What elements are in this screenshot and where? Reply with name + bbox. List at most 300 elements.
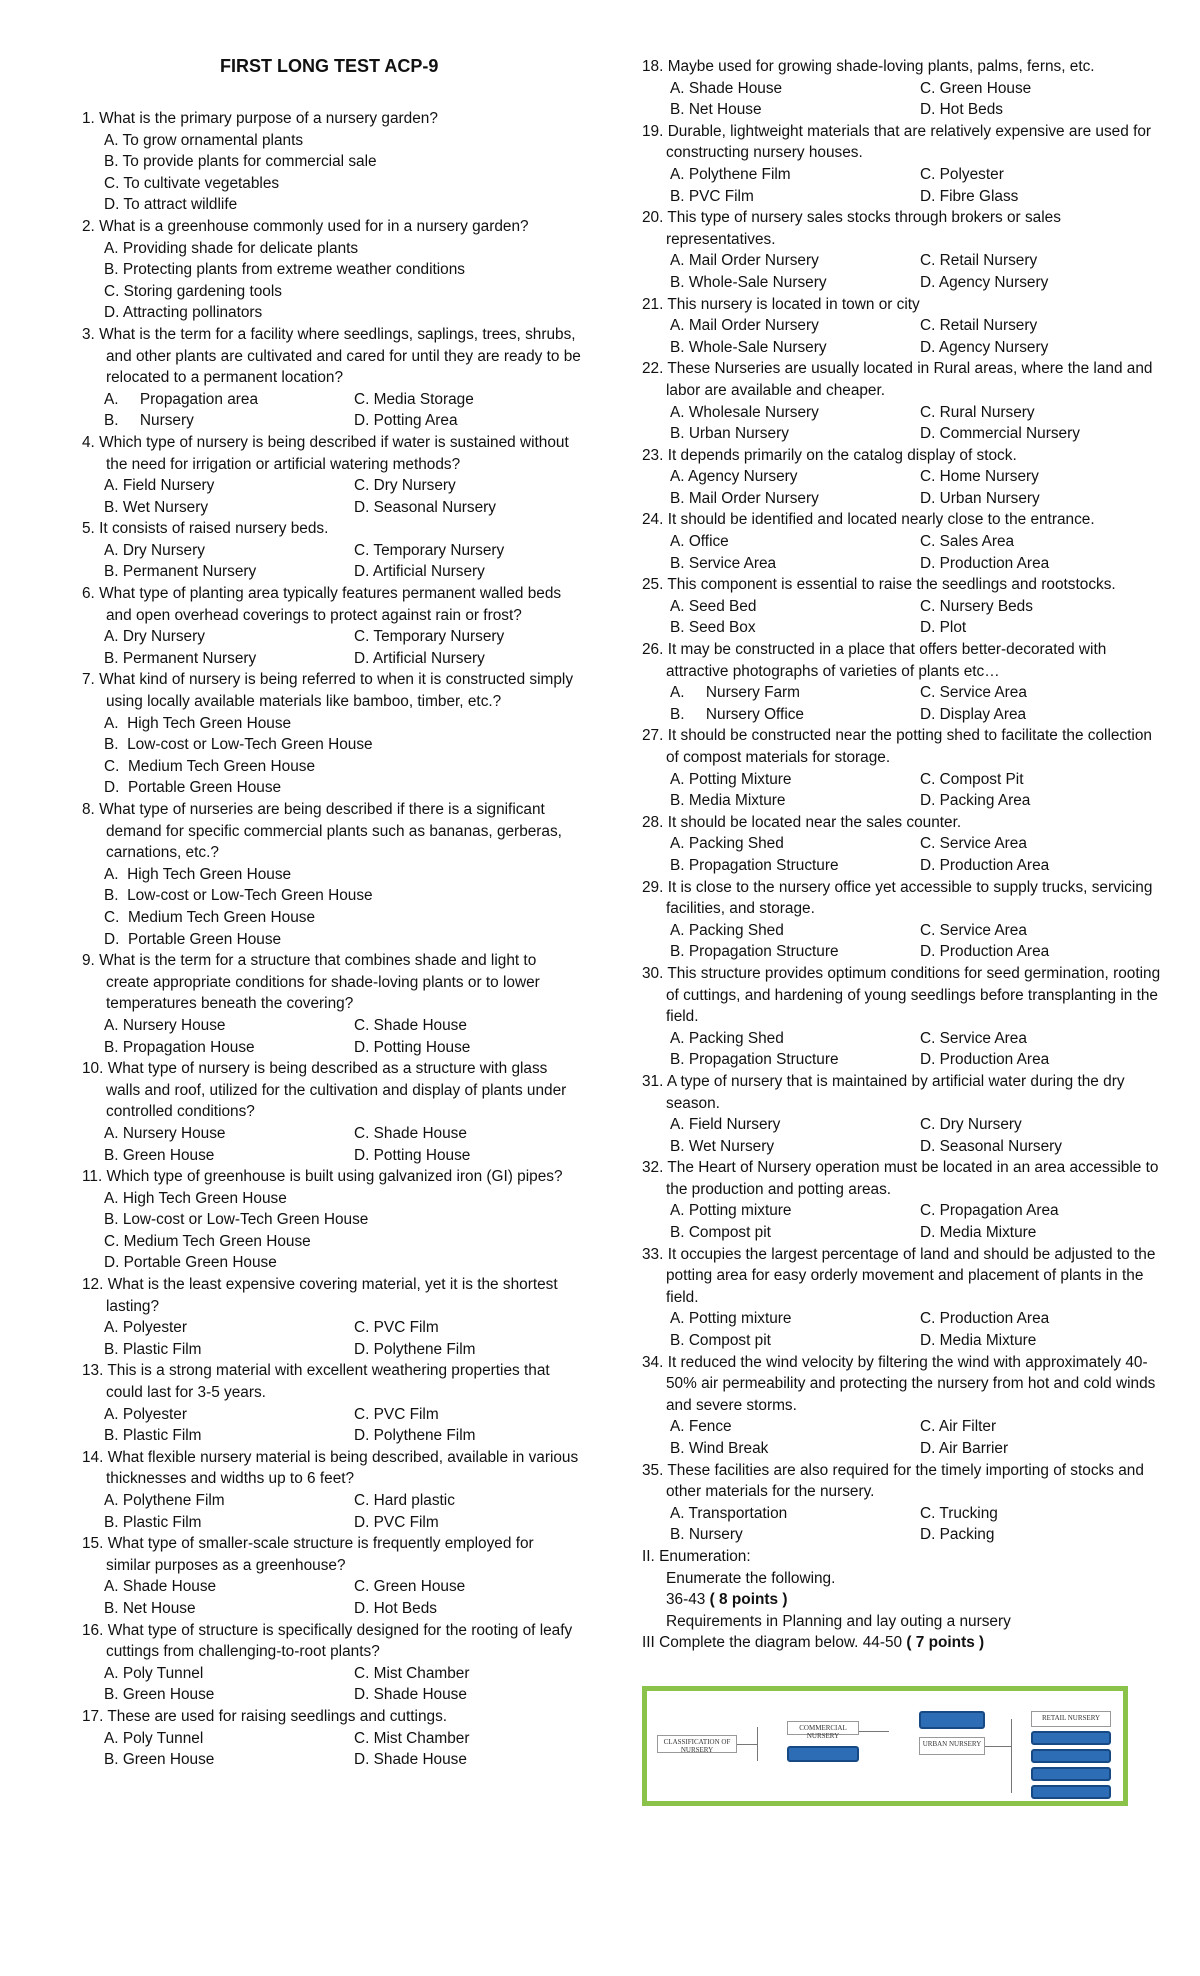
question-32 xyxy=(642,1157,1162,1243)
question-number: 11. xyxy=(82,1168,103,1186)
question-stem xyxy=(82,669,582,712)
answer-option: B. Whole-Sale Nursery xyxy=(670,273,827,291)
question-16 xyxy=(82,1620,582,1706)
question-number: 23. xyxy=(642,446,664,464)
options xyxy=(642,682,1162,725)
question-text: It occupies the largest percentage of land and should be adjusted to the potting area for easy orderly movement and placement of plants in the field. xyxy=(666,1245,1156,1306)
answer-option: A. Dry Nursery xyxy=(104,628,205,646)
question-stem xyxy=(642,812,1162,834)
answer-option: C. Mist Chamber xyxy=(354,1729,470,1747)
answer-option: A. Field Nursery xyxy=(104,477,215,495)
answer-option: A. High Tech Green House xyxy=(104,714,292,732)
answer-option: A. Potting Mixture xyxy=(670,770,792,788)
options xyxy=(82,1317,582,1360)
question-19 xyxy=(642,121,1162,207)
options xyxy=(82,1404,582,1447)
answer-option: A. Polyester xyxy=(104,1405,187,1423)
answer-option: A. To grow ornamental plants xyxy=(104,131,304,149)
question-12 xyxy=(82,1274,582,1360)
options xyxy=(82,1490,582,1533)
diagram-heading xyxy=(642,1632,1162,1654)
question-23 xyxy=(642,445,1162,510)
question-text: It reduced the wind velocity by filtering the wind with approximately 40-50% air permeability and protecting the nursery from hot and cold winds and severe storms. xyxy=(666,1353,1156,1414)
question-17 xyxy=(82,1706,582,1771)
answer-option: A. Transportation xyxy=(670,1504,788,1522)
answer-option: A. Nursery Farm xyxy=(670,684,800,702)
answer-option: B. Wind Break xyxy=(670,1440,769,1457)
question-text: What is the term for a structure that combines shade and light to create appropriate conditions for shade-loving plants or to lower temperatures beneath the covering? xyxy=(99,952,540,1013)
answer-option: C. Green House xyxy=(354,1578,466,1596)
answer-option: B. Plastic Film xyxy=(104,1340,202,1358)
options xyxy=(642,1028,1162,1071)
question-21 xyxy=(642,294,1162,359)
options xyxy=(642,164,1162,207)
answer-option: A. Seed Bed xyxy=(670,597,757,615)
question-number: 30. xyxy=(642,964,664,982)
question-text: What type of structure is specifically designed for the rooting of leafy cuttings from challenging-to-root plants? xyxy=(106,1621,573,1661)
answer-option: A. Providing shade for delicate plants xyxy=(104,239,359,257)
options xyxy=(642,920,1162,963)
answer-option: D. Urban Nursery xyxy=(920,489,1040,507)
question-34 xyxy=(642,1352,1162,1460)
answer-option: A. Packing Shed xyxy=(670,1029,784,1047)
answer-option: A. Polythene Film xyxy=(670,165,791,183)
connector xyxy=(757,1727,758,1761)
question-stem xyxy=(82,1166,582,1188)
question-stem xyxy=(82,799,582,864)
question-number: 28. xyxy=(642,813,664,831)
diagram-points: ( 7 points ) xyxy=(906,1634,985,1652)
question-number: 25. xyxy=(642,576,664,594)
answer-option: C. PVC Film xyxy=(354,1319,439,1337)
answer-option: B. Service Area xyxy=(670,554,777,572)
answer-option: B. Whole-Sale Nursery xyxy=(670,338,827,356)
answer-option: D. Shade House xyxy=(354,1751,467,1769)
answer-option: D. Polythene Film xyxy=(354,1427,476,1445)
question-text: It depends primarily on the catalog display of stock. xyxy=(667,446,1017,464)
question-stem xyxy=(82,1058,582,1123)
question-text: This nursery is located in town or city xyxy=(667,295,920,313)
answer-option: B. Mail Order Nursery xyxy=(670,489,819,507)
answer-option: D. PVC Film xyxy=(354,1513,439,1531)
answer-option: C. Temporary Nursery xyxy=(354,541,505,559)
options xyxy=(642,769,1162,812)
answer-option: D. Artificial Nursery xyxy=(354,563,485,581)
answer-option: C. Retail Nursery xyxy=(920,317,1038,335)
question-text: What type of nursery is being described as a structure with glass walls and roof, utilized for the cultivation and display of plants under controlled conditions? xyxy=(106,1060,567,1121)
answer-option: A. Nursery House xyxy=(104,1124,226,1142)
answer-option: C. Storing gardening tools xyxy=(104,282,282,300)
answer-option: A. Agency Nursery xyxy=(670,468,798,486)
question-27 xyxy=(642,725,1162,811)
question-number: 17. xyxy=(82,1707,104,1725)
question-number: 26. xyxy=(642,641,664,659)
answer-option: D. Polythene Film xyxy=(354,1340,476,1358)
question-number: 4. xyxy=(82,433,95,451)
enumeration-instruction: Enumerate the following. xyxy=(666,1569,836,1587)
question-stem xyxy=(82,1620,582,1663)
answer-option: B. Protecting plants from extreme weather conditions xyxy=(104,261,465,279)
options xyxy=(642,78,1162,121)
answer-option: B. Green House xyxy=(104,1146,215,1164)
answer-option: C. Home Nursery xyxy=(920,468,1039,486)
options xyxy=(82,475,582,518)
enumeration-topic: Requirements in Planning and lay outing a nursery xyxy=(666,1612,1011,1630)
answer-option: D. Potting Area xyxy=(354,412,458,430)
answer-option: C. Service Area xyxy=(920,1029,1027,1047)
options xyxy=(642,1200,1162,1243)
question-text: What is a greenhouse commonly used for in a nursery garden? xyxy=(99,217,529,235)
question-number: 21. xyxy=(642,295,664,313)
answer-option: A. Poly Tunnel xyxy=(104,1729,204,1747)
question-number: 7. xyxy=(82,671,95,689)
question-number: 18. xyxy=(642,58,664,75)
question-14 xyxy=(82,1447,582,1533)
answer-option: D. Production Area xyxy=(920,554,1050,572)
question-number: 20. xyxy=(642,209,664,227)
question-9 xyxy=(82,950,582,1058)
answer-option: A. High Tech Green House xyxy=(104,865,292,883)
answer-option: D. Agency Nursery xyxy=(920,338,1049,356)
question-text: It is close to the nursery office yet accessible to supply trucks, servicing facilities, and storage. xyxy=(666,878,1153,918)
answer-option: A. Polyester xyxy=(104,1319,187,1337)
enumeration-section xyxy=(642,1546,1162,1654)
answer-option: C. Sales Area xyxy=(920,533,1015,551)
connector xyxy=(737,1744,757,1745)
answer-option: B. Propagation House xyxy=(104,1038,255,1056)
answer-option: D. Packing Area xyxy=(920,792,1031,810)
answer-option: D. Hot Beds xyxy=(920,101,1003,119)
answer-option: D. Potting House xyxy=(354,1146,471,1164)
answer-option: A. Propagation area xyxy=(104,390,259,408)
question-number: 13. xyxy=(82,1362,104,1380)
question-stem xyxy=(642,1352,1162,1417)
question-text: Which type of greenhouse is built using galvanized iron (GI) pipes? xyxy=(106,1168,563,1186)
answer-option: A. Potting mixture xyxy=(670,1310,792,1328)
question-stem xyxy=(642,509,1162,531)
question-stem xyxy=(642,1071,1162,1114)
question-text: It consists of raised nursery beds. xyxy=(99,520,329,538)
answer-option: C. Compost Pit xyxy=(920,770,1024,788)
question-stem xyxy=(82,324,582,389)
question-number: 16. xyxy=(82,1621,104,1639)
question-stem xyxy=(642,294,1162,316)
connector xyxy=(859,1731,889,1732)
options xyxy=(642,315,1162,358)
question-stem xyxy=(642,639,1162,682)
question-text: Maybe used for growing shade-loving plants, palms, ferns, etc. xyxy=(667,58,1095,75)
options xyxy=(642,1308,1162,1351)
answer-option: C. Service Area xyxy=(920,835,1027,853)
options xyxy=(82,1663,582,1706)
question-stem xyxy=(82,950,582,1015)
answer-option: A. Shade House xyxy=(104,1578,217,1596)
answer-option: B. Media Mixture xyxy=(670,792,786,810)
answer-option: A. Wholesale Nursery xyxy=(670,403,819,421)
question-stem xyxy=(642,358,1162,401)
question-stem xyxy=(82,1533,582,1576)
answer-option: C. Air Filter xyxy=(920,1418,997,1436)
question-text: This type of nursery sales stocks through brokers or sales representatives. xyxy=(666,209,1061,248)
question-10 xyxy=(82,1058,582,1166)
question-stem xyxy=(82,1706,582,1728)
answer-option: D. Artificial Nursery xyxy=(354,649,485,667)
answer-option: C. Polyester xyxy=(920,165,1004,183)
answer-option: D. Production Area xyxy=(920,856,1050,874)
question-text: This component is essential to raise the seedlings and rootstocks. xyxy=(667,576,1116,594)
answer-option: C. Hard plastic xyxy=(354,1492,455,1509)
answer-option: A. Potting mixture xyxy=(670,1202,792,1220)
answer-option: C. Service Area xyxy=(920,684,1027,702)
question-2 xyxy=(82,216,582,324)
options xyxy=(82,238,582,324)
question-text: What kind of nursery is being referred to when it is constructed simply using locally available materials like bamboo, timber, etc.? xyxy=(99,671,574,711)
left-column xyxy=(82,108,582,1771)
question-text: These are used for raising seedlings and cuttings. xyxy=(107,1707,448,1725)
options xyxy=(642,1114,1162,1157)
blank-box xyxy=(1031,1731,1111,1745)
retail-box: RETAIL NURSERY xyxy=(1031,1711,1111,1727)
question-number: 34. xyxy=(642,1353,664,1371)
question-stem xyxy=(82,216,582,238)
options xyxy=(642,1503,1162,1546)
question-stem xyxy=(642,207,1162,250)
question-stem xyxy=(642,725,1162,768)
answer-option: D. Display Area xyxy=(920,705,1027,723)
answer-option: B. Permanent Nursery xyxy=(104,649,257,667)
answer-option: C. Propagation Area xyxy=(920,1202,1059,1220)
question-number: 31. xyxy=(642,1072,664,1090)
answer-option: A. Office xyxy=(670,533,729,551)
question-4 xyxy=(82,432,582,518)
answer-option: C. Rural Nursery xyxy=(920,403,1035,421)
answer-option: C. Mist Chamber xyxy=(354,1664,470,1682)
answer-option: B. Urban Nursery xyxy=(670,425,789,443)
range-text: 36-43 xyxy=(666,1591,706,1609)
answer-option: B. Propagation Structure xyxy=(670,1051,839,1069)
answer-option: A. Field Nursery xyxy=(670,1116,781,1134)
question-31 xyxy=(642,1071,1162,1157)
question-number: 9. xyxy=(82,952,95,970)
question-stem xyxy=(82,1360,582,1403)
answer-option: D. Packing xyxy=(920,1526,995,1544)
question-text: What is the primary purpose of a nursery garden? xyxy=(99,110,438,127)
answer-option: D. Portable Green House xyxy=(104,1254,277,1272)
question-number: 2. xyxy=(82,217,95,235)
options xyxy=(642,1416,1162,1459)
question-text: Durable, lightweight materials that are relatively expensive are used for constructing nursery houses. xyxy=(666,122,1152,162)
answer-option: B. Nursery Office xyxy=(670,705,804,723)
answer-option: B. Seed Box xyxy=(670,619,756,637)
question-text: What flexible nursery material is being described, available in various thicknesses and widths up to 6 feet? xyxy=(106,1448,579,1488)
options xyxy=(82,713,582,799)
answer-option: D. Plot xyxy=(920,619,967,637)
question-number: 6. xyxy=(82,585,95,603)
answer-option: D. Commercial Nursery xyxy=(920,425,1080,443)
question-text: Which type of nursery is being described if water is sustained without the need for irrigation or artificial watering methods? xyxy=(99,433,569,473)
answer-option: B. Compost pit xyxy=(670,1224,771,1242)
question-15 xyxy=(82,1533,582,1619)
question-number: 27. xyxy=(642,727,664,745)
options xyxy=(82,1576,582,1619)
answer-option: B. Net House xyxy=(670,101,762,119)
question-stem xyxy=(82,1274,582,1317)
answer-option: C. Nursery Beds xyxy=(920,597,1033,615)
answer-option: C. Shade House xyxy=(354,1016,467,1034)
page-title: FIRST LONG TEST ACP-9 xyxy=(220,56,439,76)
answer-option: D. Portable Green House xyxy=(104,930,282,948)
question-number: 3. xyxy=(82,325,95,343)
question-text: What type of smaller-scale structure is frequently employed for similar purposes as a greenhouse? xyxy=(106,1535,534,1574)
answer-option: A. Packing Shed xyxy=(670,835,784,853)
question-29 xyxy=(642,877,1162,963)
answer-option: A. Polythene Film xyxy=(104,1492,225,1509)
points-text: ( 8 points ) xyxy=(709,1591,788,1609)
question-stem xyxy=(82,108,582,130)
answer-option: B. Low-cost or Low-Tech Green House xyxy=(104,887,373,905)
answer-option: C. Dry Nursery xyxy=(354,477,456,495)
question-number: 33. xyxy=(642,1245,664,1263)
question-13 xyxy=(82,1360,582,1446)
options xyxy=(82,1123,582,1166)
question-5 xyxy=(82,518,582,583)
options xyxy=(82,389,582,432)
answer-option: D. Production Area xyxy=(920,1051,1050,1069)
question-1 xyxy=(82,108,582,216)
answer-option: B. Low-cost or Low-Tech Green House xyxy=(104,1211,369,1229)
question-text: It should be identified and located nearly close to the entrance. xyxy=(667,511,1095,529)
question-number: 14. xyxy=(82,1448,104,1466)
question-6 xyxy=(82,583,582,669)
question-text: This is a strong material with excellent weathering properties that could last for 3-5 years. xyxy=(106,1362,550,1402)
answer-option: A. Packing Shed xyxy=(670,921,784,939)
answer-option: B. Wet Nursery xyxy=(104,498,209,516)
answer-option: A. Dry Nursery xyxy=(104,541,205,559)
answer-option: B. Nursery xyxy=(104,412,194,430)
answer-option: B. Propagation Structure xyxy=(670,943,839,961)
answer-option: A. Shade House xyxy=(670,79,783,97)
question-text: This structure provides optimum conditions for seed germination, rooting of cuttings, and hardening of young seedlings before transplanting in the field. xyxy=(666,964,1161,1026)
question-number: 32. xyxy=(642,1159,664,1177)
question-number: 1. xyxy=(82,110,95,127)
answer-option: D. Seasonal Nursery xyxy=(920,1137,1062,1155)
answer-option: A. Poly Tunnel xyxy=(104,1664,204,1682)
blank-box xyxy=(787,1746,859,1762)
answer-option: C. PVC Film xyxy=(354,1405,439,1423)
answer-option: C. Dry Nursery xyxy=(920,1116,1022,1134)
options xyxy=(642,466,1162,509)
answer-option: D. Portable Green House xyxy=(104,779,282,797)
options xyxy=(82,864,582,950)
question-number: 35. xyxy=(642,1461,664,1479)
question-stem xyxy=(642,963,1162,1028)
question-25 xyxy=(642,574,1162,639)
question-text: What type of planting area typically features permanent walled beds and open overhead coverings to protect against rain or frost? xyxy=(99,585,562,624)
nursery-diagram xyxy=(642,1686,1128,1806)
question-stem xyxy=(642,445,1162,467)
commercial-box: COMMERCIAL NURSERY xyxy=(787,1721,859,1735)
answer-option: D. Media Mixture xyxy=(920,1332,1037,1350)
options xyxy=(642,596,1162,639)
options xyxy=(82,540,582,583)
classification-box: CLASSIFICATION OF NURSERY xyxy=(657,1735,737,1753)
answer-option: B. Permanent Nursery xyxy=(104,563,257,581)
question-stem xyxy=(642,56,1162,78)
answer-option: D. Hot Beds xyxy=(354,1599,437,1617)
question-8 xyxy=(82,799,582,950)
question-text: These Nurseries are usually located in Rural areas, where the land and labor are available and cheaper. xyxy=(666,360,1153,399)
question-number: 24. xyxy=(642,511,664,529)
enumeration-heading: II. Enumeration: xyxy=(642,1547,751,1565)
options xyxy=(82,626,582,669)
question-number: 19. xyxy=(642,122,664,140)
blank-box xyxy=(1031,1749,1111,1763)
answer-option: B. Wet Nursery xyxy=(670,1137,775,1155)
question-number: 22. xyxy=(642,360,664,378)
answer-option: D. Seasonal Nursery xyxy=(354,498,496,516)
question-number: 29. xyxy=(642,878,664,896)
question-stem xyxy=(642,121,1162,164)
question-number: 10. xyxy=(82,1060,104,1078)
answer-option: C. Service Area xyxy=(920,921,1027,939)
answer-option: C. Retail Nursery xyxy=(920,252,1038,270)
answer-option: C. Green House xyxy=(920,79,1032,97)
question-text: It may be constructed in a place that offers better-decorated with attractive photographs of varieties of plants etc… xyxy=(666,641,1107,680)
answer-option: B. PVC Film xyxy=(670,187,754,205)
blank-box xyxy=(919,1711,985,1729)
answer-option: C. Medium Tech Green House xyxy=(104,908,316,926)
answer-option: B. Compost pit xyxy=(670,1332,771,1350)
question-stem xyxy=(642,1157,1162,1200)
enumeration-range xyxy=(642,1589,1162,1611)
question-text: A type of nursery that is maintained by artificial water during the dry season. xyxy=(666,1072,1125,1112)
question-stem xyxy=(82,1447,582,1490)
options xyxy=(642,833,1162,876)
question-stem xyxy=(82,518,582,540)
question-text: What is the least expensive covering material, yet it is the shortest lasting? xyxy=(106,1276,558,1315)
question-text: The Heart of Nursery operation must be located in an area accessible to the production and potting areas. xyxy=(666,1159,1159,1198)
answer-option: C. Production Area xyxy=(920,1310,1050,1328)
question-number: 15. xyxy=(82,1535,104,1553)
options xyxy=(82,1728,582,1771)
answer-option: B. Propagation Structure xyxy=(670,856,839,874)
urban-box: URBAN NURSERY xyxy=(919,1737,985,1755)
question-33 xyxy=(642,1244,1162,1352)
answer-option: B. Plastic Film xyxy=(104,1427,202,1445)
answer-option: D. Media Mixture xyxy=(920,1224,1037,1242)
question-20 xyxy=(642,207,1162,293)
connector xyxy=(985,1746,1011,1747)
question-number: 12. xyxy=(82,1276,104,1294)
answer-option: A. Mail Order Nursery xyxy=(670,252,819,270)
answer-option: C. Medium Tech Green House xyxy=(104,1232,311,1250)
question-text: What is the term for a facility where seedlings, saplings, trees, shrubs, and other plants are cultivated and cared for until they are ready to be relocated to a permanent location? xyxy=(99,325,581,387)
answer-option: A. Fence xyxy=(670,1418,732,1436)
question-stem xyxy=(642,574,1162,596)
question-text: It should be constructed near the potting shed to facilitate the collection of compost materials for storage. xyxy=(666,727,1152,766)
options xyxy=(82,130,582,216)
answer-option: A. High Tech Green House xyxy=(104,1189,287,1207)
options xyxy=(642,402,1162,445)
right-column xyxy=(642,56,1162,1654)
answer-option: B. Green House xyxy=(104,1751,215,1769)
question-30 xyxy=(642,963,1162,1071)
question-stem xyxy=(642,1460,1162,1503)
question-22 xyxy=(642,358,1162,444)
question-stem xyxy=(642,877,1162,920)
answer-option: D. Attracting pollinators xyxy=(104,304,263,322)
question-11 xyxy=(82,1166,582,1274)
